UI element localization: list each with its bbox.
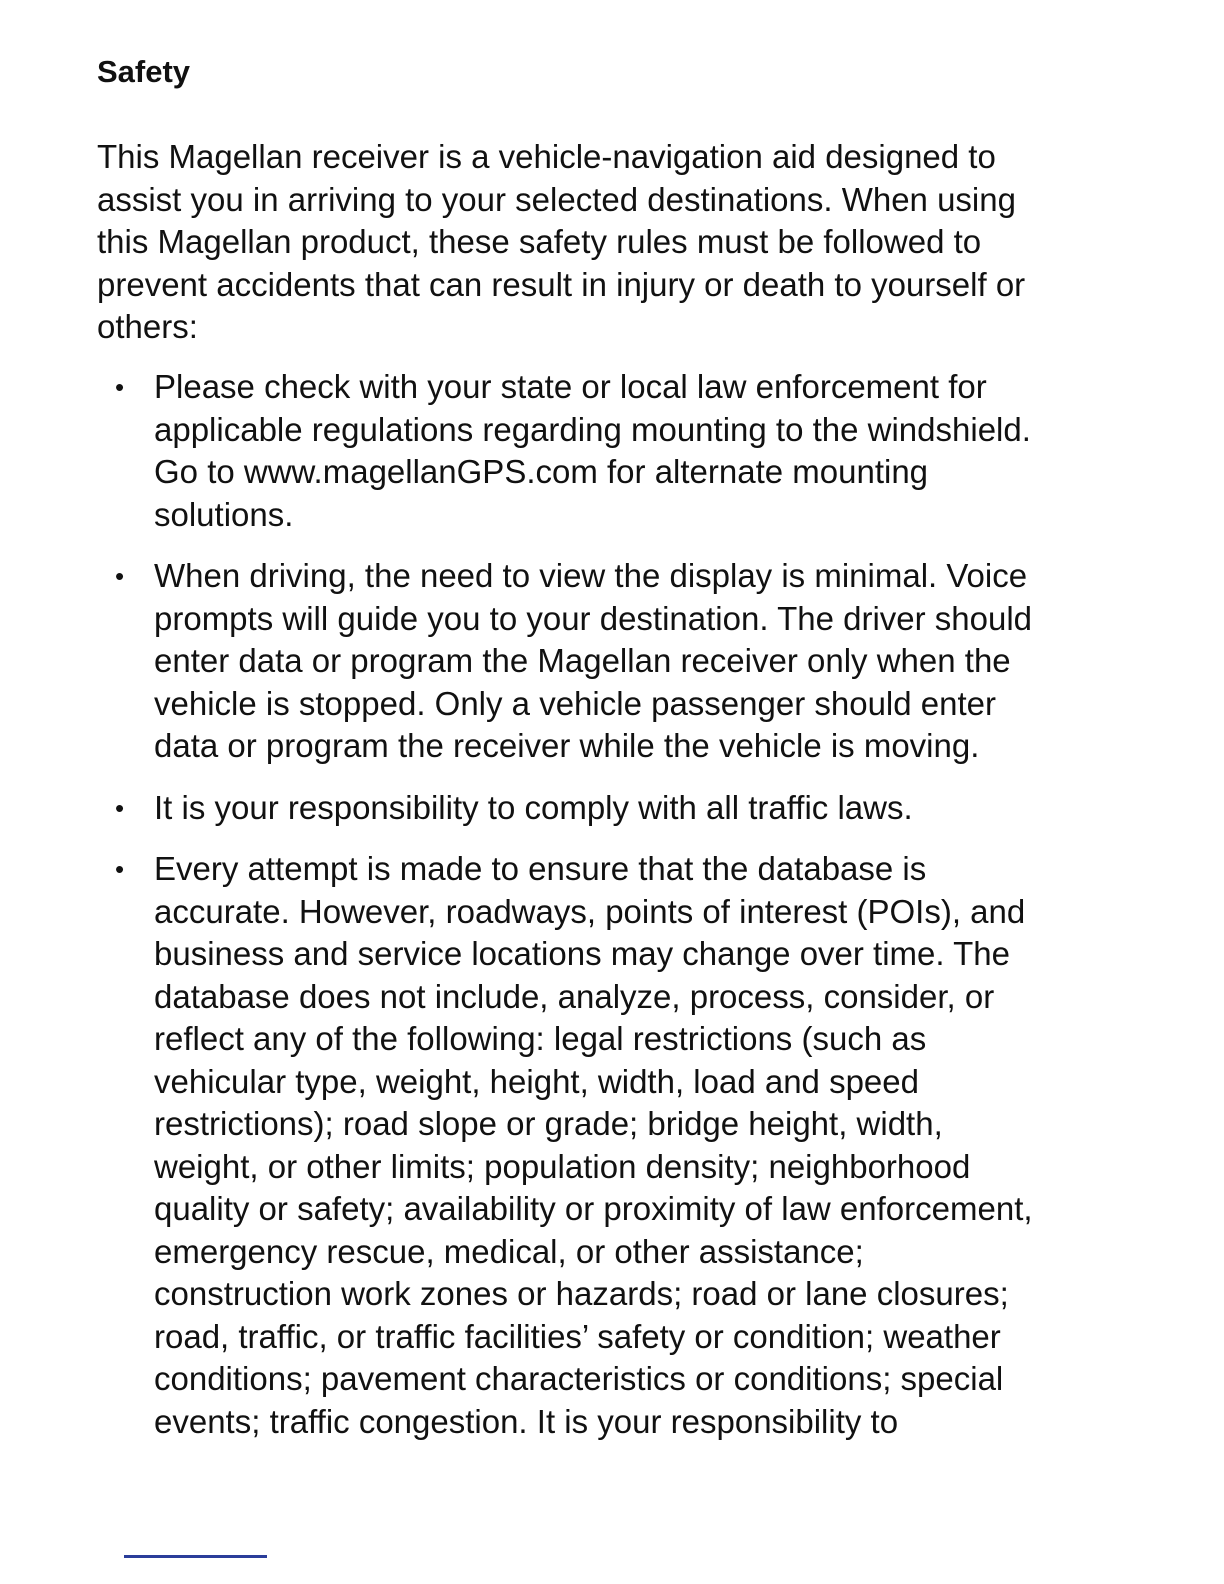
intro-line: others:: [97, 308, 198, 345]
list-item-driving: [97, 555, 1107, 768]
list-item-line: construction work zones or hazards; road or lane closures;: [154, 1275, 1009, 1312]
list-item-line: restrictions); road slope or grade; bridge height, width,: [154, 1105, 943, 1142]
list-item-line: vehicular type, weight, height, width, load and speed: [154, 1062, 919, 1100]
list-item-line: database does not include, analyze, process, consider, or: [154, 977, 995, 1015]
safety-rules-list: [97, 366, 1107, 1462]
list-item-line: conditions; pavement characteristics or conditions; special: [154, 1360, 1004, 1397]
footer-divider: [124, 1555, 267, 1558]
intro-line: prevent accidents that can result in injury or death to yourself or: [97, 265, 1026, 303]
list-item-line: solutions.: [154, 495, 294, 533]
list-item-line: enter data or program the Magellan receiver only when the: [154, 642, 1011, 679]
list-item-database: [97, 848, 1107, 1443]
list-item-line: Every attempt is made to ensure that the database is: [154, 850, 927, 887]
list-item-line: road, traffic, or traffic facilities’ safety or condition; weather: [154, 1317, 1001, 1355]
section-heading: Safety: [97, 54, 191, 89]
bullet-icon: •: [115, 854, 125, 884]
list-item-traffic-laws: [97, 787, 1107, 830]
list-item-line: quality or safety; availability or proximity of law enforcement,: [154, 1190, 1033, 1227]
intro-line: assist you in arriving to your selected destinations. When using: [97, 180, 1016, 218]
list-item-line: emergency rescue, medical, or other assistance;: [154, 1232, 864, 1270]
list-item-line: Please check with your state or local law enforcement for: [154, 368, 987, 405]
intro-line: This Magellan receiver is a vehicle-navigation aid designed to: [97, 138, 996, 175]
list-item-line: reflect any of the following: legal restrictions (such as: [154, 1020, 927, 1057]
list-item-line: applicable regulations regarding mounting to the windshield.: [154, 410, 1031, 448]
list-item-line: accurate. However, roadways, points of interest (POIs), and: [154, 892, 1026, 930]
bullet-icon: •: [115, 792, 125, 823]
list-item-mounting: [97, 366, 1107, 536]
list-item-line: weight, or other limits; population density; neighborhood: [154, 1147, 971, 1185]
list-item-line: events; traffic congestion. It is your responsibility to: [154, 1402, 899, 1440]
list-item-line: Go to www.magellanGPS.com for alternate mounting: [154, 453, 929, 490]
bullet-icon: •: [115, 561, 125, 591]
list-item-line: business and service locations may change over time. The: [154, 935, 1011, 972]
list-item-line: When driving, the need to view the display is minimal. Voice: [154, 557, 1028, 594]
list-item-line: It is your responsibility to comply with all traffic laws.: [154, 788, 913, 826]
bullet-icon: •: [115, 372, 125, 402]
intro-line: this Magellan product, these safety rules must be followed to: [97, 223, 982, 260]
intro-paragraph: [97, 136, 1107, 349]
list-item-line: vehicle is stopped. Only a vehicle passenger should enter: [154, 684, 996, 722]
list-item-line: data or program the receiver while the vehicle is moving.: [154, 727, 980, 764]
list-item-line: prompts will guide you to your destination. The driver should: [154, 599, 1033, 637]
